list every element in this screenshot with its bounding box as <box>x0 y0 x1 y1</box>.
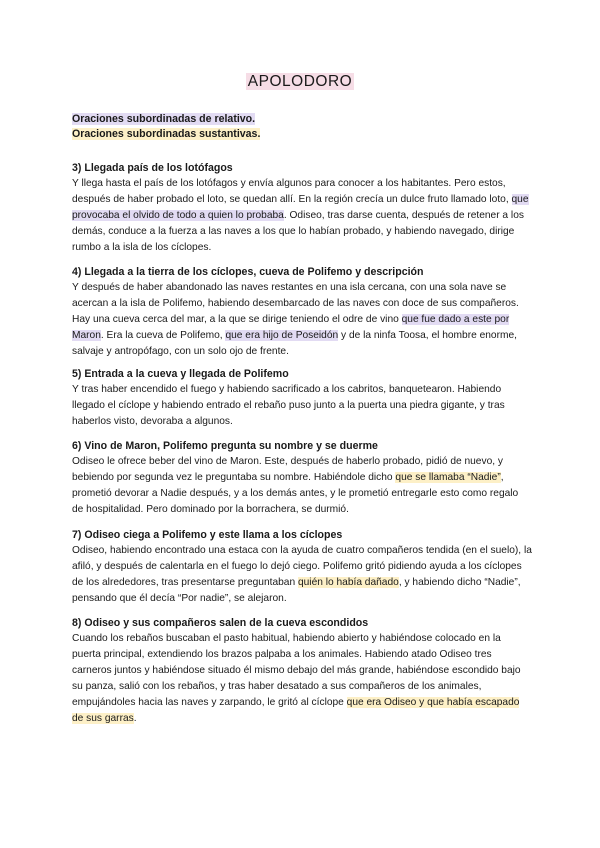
substantive-clause: quién lo había dañado <box>297 577 399 588</box>
section-body <box>72 176 532 256</box>
section-7 <box>72 527 532 607</box>
section-8 <box>72 615 532 727</box>
section-heading: 3) Llegada país de los lotófagos <box>72 162 233 174</box>
section-body <box>72 382 532 430</box>
body-text: Odiseo, habiendo encontrado una estaca con la ayuda de cuatro compañeros tendida (en el suelo), la afiló, y después de calentarla en el fuego lo dejó ciego. Polifemo gritó pidiendo ayuda a los cíclopes de los alrededores, tras presentarse preguntaban <box>72 545 532 588</box>
body-text: Y llega hasta el país de los lotófagos y envía algunos para conocer a los habitantes. Pero estos, después de haber probado el loto, se quedan allí. En la región crecía un dulce fruto llamado loto, <box>72 178 512 205</box>
body-text: Y tras haber encendido el fuego y habiendo sacrificado a los cabritos, banquetearon. Habiendo llegado el cíclope y habiendo entrado el rebaño puso junto a la puerta una piedra gigante, y tras haberlos visto, devoraba a algunos. <box>72 384 505 427</box>
body-text: y de la ninfa Toosa, el hombre enorme, salvaje y antropófago, con un solo ojo de frente. <box>72 330 517 357</box>
section-heading: 8) Odiseo y sus compañeros salen de la cueva escondidos <box>72 617 369 629</box>
section-body <box>72 631 532 727</box>
page-title <box>0 73 600 91</box>
body-text: Odiseo le ofrece beber del vino de Maron. Este, después de haberlo probado, pidió de nuevo, y bebiendo por segunda vez le preguntaba su nombre. Habiéndole dicho <box>72 456 503 483</box>
section-heading: 5) Entrada a la cueva y llegada de Polifemo <box>72 368 289 380</box>
section-3 <box>72 160 532 256</box>
legend-sustantivas: Oraciones subordinadas sustantivas. <box>72 128 261 140</box>
substantive-clause: que se llamaba “Nadie” <box>395 472 501 483</box>
body-text: , y habiendo dicho “Nadie”, pensando que él decía “Por nadie”, se alejaron. <box>72 577 521 604</box>
body-text: Cuando los rebaños buscaban el pasto habitual, habiendo abierto y habiéndose colocado en la puerta principal, extendiendo los brazos palpaba a los animales. Habiendo atado Odiseo tres carneros juntos y habiéndose situado él mismo debajo del más grande, habiéndose escondido bajo su panza, salió con los rebaños, y tras haber desatado a sus compañeros de los animales, empujándoles hacia las naves y zarpando, le gritó al cíclope <box>72 633 521 708</box>
section-body <box>72 543 532 607</box>
section-heading: 7) Odiseo ciega a Polifemo y este llama a los cíclopes <box>72 529 343 541</box>
section-6 <box>72 438 532 518</box>
section-body <box>72 280 532 360</box>
body-text: . Era la cueva de Polifemo, <box>100 330 226 341</box>
legend-relative: Oraciones subordinadas de relativo. <box>72 113 256 125</box>
body-text: , prometió devorar a Nadie después, y a los demás antes, y le prometió entregarle esto como regalo de hospitalidad. Pero dominado por la borrachera, se durmió. <box>72 472 519 515</box>
body-text: . <box>133 713 137 724</box>
section-heading: 6) Vino de Maron, Polifemo pregunta su nombre y se duerme <box>72 440 378 452</box>
relative-clause: que fue dado a este por Maron <box>72 314 510 341</box>
body-text: . Odiseo, tras darse cuenta, después de retener a los demás, conduce a la fuerza a las naves a los que lo habían probado, y habiendo navegado, dirige rumbo a la isla de los cíclopes. <box>72 210 524 253</box>
section-5 <box>72 366 532 430</box>
relative-clause: que provocaba el olvido de todo a quien lo probaba <box>72 194 529 221</box>
section-4 <box>72 264 532 360</box>
section-heading: 4) Llegada a la tierra de los cíclopes, cueva de Polifemo y descripción <box>72 266 424 278</box>
body-text: Y después de haber abandonado las naves restantes en una isla cercana, con una sola nave se acercan a la isla de Polifemo, habiendo desembarcado de las naves con doce de sus compañeros. Hay una cueva cerca del mar, a la que se dirige teniendo el odre de vino <box>72 282 519 325</box>
substantive-clause: que era Odiseo y que había escapado de sus garras <box>72 697 520 724</box>
relative-clause: que era hijo de Poseidón <box>225 330 339 341</box>
section-body <box>72 454 532 518</box>
legend <box>72 112 260 142</box>
title-text: APOLODORO <box>247 73 353 90</box>
